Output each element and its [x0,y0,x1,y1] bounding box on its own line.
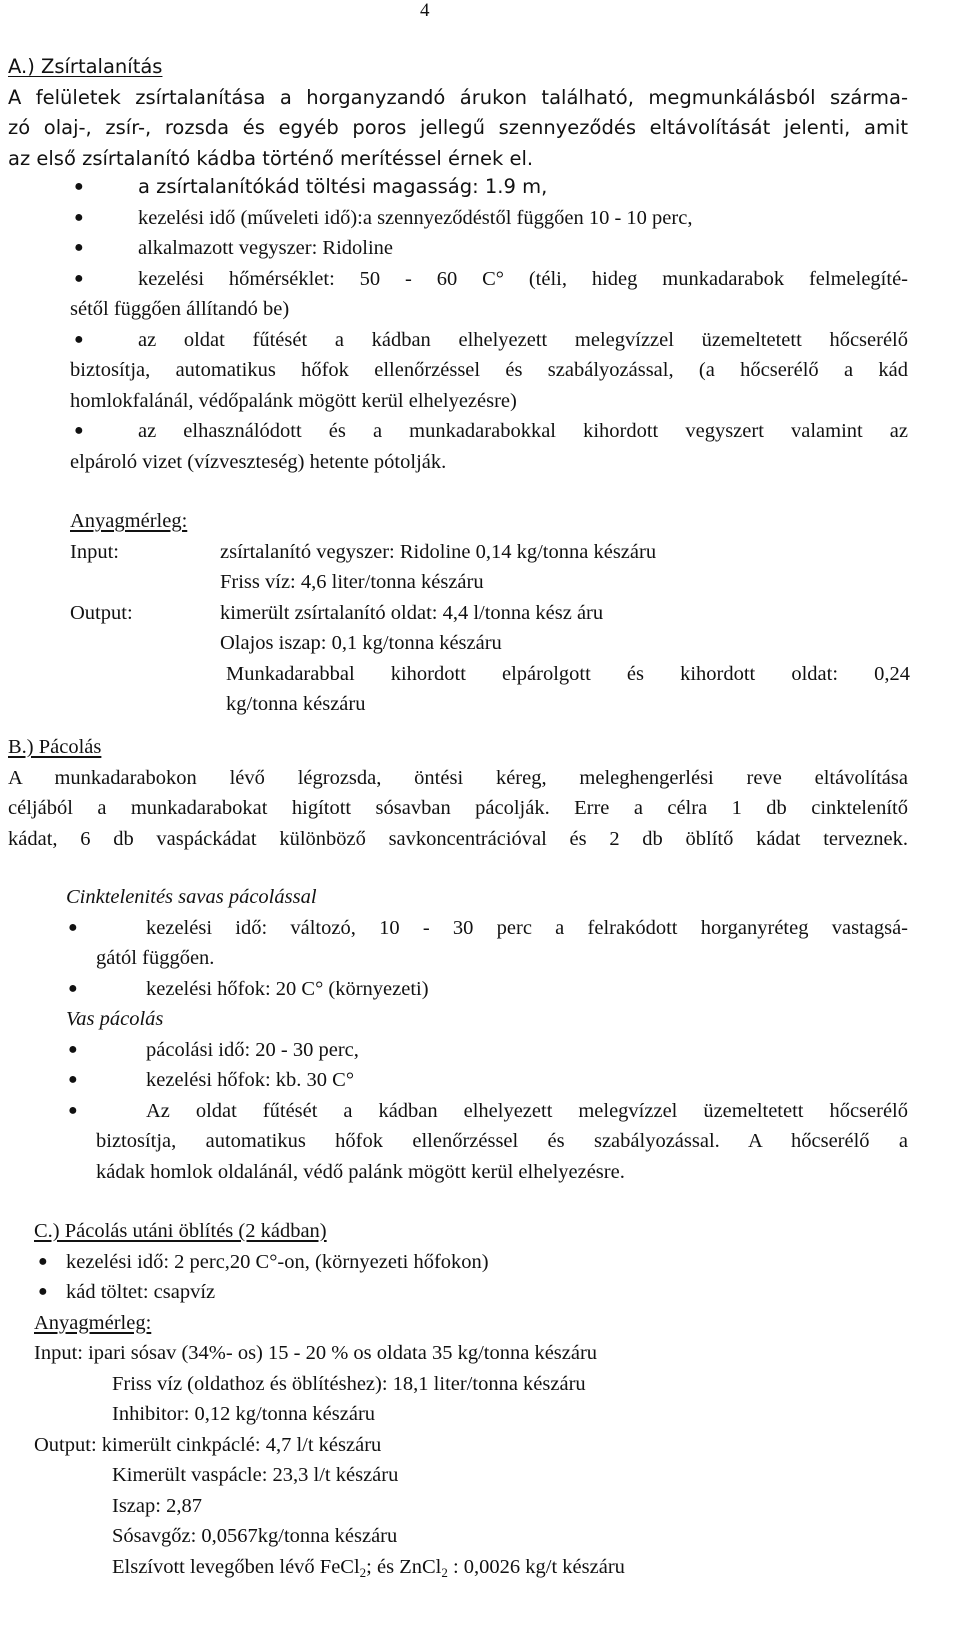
bullet-text: kezelési hőmérséklet: 50 - 60 C° (téli, hideg munkadarabok felmelegíté- [138,267,908,290]
balance-item: kimerült zsírtalanító oldat: 4,4 l/tonna kész áru [220,601,604,624]
balance-item: Inhibitor: 0,12 kg/tonna készáru [112,1403,376,1425]
bullet-item [8,974,908,1005]
balance-item: Munkadarabbal kihordott elpárolgott és kihordott oldat: 0,24 [226,662,910,685]
subsection-title: Vas pácolás [66,1008,164,1030]
section-a-title: A.) Zsírtalanítás [8,55,163,78]
formula-text: Elszívott levegőben lévő FeCl [112,1555,360,1578]
bullet-text: az oldat fűtését a kádban elhelyezett melegvízzel üzemeltetett hőcserélő [138,328,908,351]
bullet-text: alkalmazott vegyszer: Ridoline [138,237,394,259]
page-number: 4 [420,0,430,21]
balance-a-heading: Anyagmérleg: [70,510,188,532]
bullet-item [8,913,908,974]
bullet-text: sétől függően állítandó be) [70,298,290,320]
section-a-intro-line: az első zsírtalanító kádba történő merítéssel érnek el. [8,146,534,170]
bullet-item [8,325,908,417]
section-a-bullets [8,172,908,477]
balance-item-formula [8,1552,908,1583]
balance-output-line: Output: kimerült cinkpáclé: 4,7 l/t készáru [34,1433,382,1456]
bullet-item [8,1065,908,1096]
balance-item: kg/tonna készáru [226,693,366,715]
bullet-item [8,264,908,325]
bullet-item [8,1096,908,1188]
bullet-text: pácolási idő: 20 - 30 perc, [146,1038,359,1061]
bullet-text: kezelési hőfok: kb. 30 C° [146,1069,355,1091]
bullet-text: gától függően. [96,947,215,969]
bullet-text: kád töltet: csapvíz [66,1281,216,1303]
section-b-title: B.) Pácolás [8,736,102,758]
bullet-item [8,1247,908,1278]
bullet-icon: ● [68,979,78,997]
section-c-title: C.) Pácolás utáni öblítés (2 kádban) [34,1220,327,1242]
bullet-icon: ● [38,1283,48,1300]
formula-text: ; és ZnCl [366,1555,442,1578]
bullet-text: kezelési idő: változó, 10 - 30 perc a felrakódott horganyréteg vastagsá- [146,916,908,939]
input-label: Input: [70,540,119,563]
bullet-icon: ● [74,422,84,439]
bullet-text: biztosítja, automatikus hőfok ellenőrzéssel és szabályozással. A hőcserélő a [96,1130,908,1152]
bullet-text: a zsírtalanítókád töltési magasság: 1.9 m, [138,175,548,198]
subscript: 2 [441,1564,448,1580]
bullet-text: elpároló vizet (vízveszteség) hetente pótolják. [70,450,447,473]
bullet-text: kezelési idő: 2 perc,20 C°-on, (környezeti hőfokon) [66,1250,489,1273]
section-b-subsections [8,882,908,1187]
bullet-icon: ● [74,208,84,226]
bullet-icon: ● [68,1040,78,1058]
bullet-text: kezelési hőfok: 20 C° (környezeti) [146,977,429,1000]
bullet-text: kezelési idő (műveleti idő):a szennyeződéstől függően 10 - 10 perc, [138,206,693,229]
bullet-icon: ● [68,918,78,936]
bullet-item [8,203,908,234]
section-a-intro-line: zó olaj-, zsír-, rozsda és egyéb poros jellegű szennyeződés eltávolítását jelenti, amit [8,116,908,139]
bullet-icon: ● [74,330,84,348]
balance-item: Friss víz: 4,6 liter/tonna készáru [220,571,484,593]
section-b-paragraph-line: A munkadarabokon lévő légrozsda, öntési kéreg, meleghengerlési reve eltávolítása [8,766,908,789]
balance-item: zsírtalanító vegyszer: Ridoline 0,14 kg/tonna készáru [220,540,657,563]
balance-item: Kimerült vaspácle: 23,3 l/t készáru [112,1464,399,1486]
bullet-item [8,416,908,477]
subsection-title: Cinktelenités savas pácolással [66,886,317,908]
bullet-item [8,1277,908,1308]
section-b-paragraph-line: céljából a munkadarabokat higított sósavban pácolják. Erre a célra 1 db cinktelenítő [8,797,908,819]
bullet-text: kádak homlok oldalánál, védő palánk mögött kerül elhelyezésre. [96,1160,625,1183]
bullet-item [8,233,908,264]
bullet-text: biztosítja, automatikus hőfok ellenőrzéssel és szabályozással, (a hőcserélő a kád [70,359,908,381]
bullet-icon: ● [38,1252,48,1270]
formula-text: : 0,0026 kg/t készáru [447,1555,625,1578]
bullet-icon: ● [74,269,84,287]
balance-item: Iszap: 2,87 [112,1494,202,1517]
section-c [8,1216,908,1582]
balance-a [70,506,910,720]
section-a-intro-line: A felületek zsírtalanítása a horganyzandó árukon található, megmunkálásból szárma- [8,85,908,109]
bullet-item [8,172,908,203]
balance-input-line: Input: ipari sósav (34%- os) 15 - 20 % os oldata 35 kg/tonna készáru [34,1342,598,1364]
bullet-item [8,1035,908,1066]
section-a [8,52,908,174]
section-b-paragraph-line: kádat, 6 db vaspáckádat különböző savkoncentrációval és 2 db öblítő kádat terveznek. [8,827,908,850]
bullet-icon: ● [74,239,84,256]
bullet-text: homlokfalánál, védőpalánk mögött kerül elhelyezésre) [70,389,517,412]
section-b [8,732,908,854]
bullet-icon: ● [68,1071,78,1088]
subscript: 2 [359,1564,367,1580]
bullet-text: az elhasználódott és a munkadarabokkal kihordott vegyszert valamint az [138,420,908,442]
balance-item: Sósavgőz: 0,0567kg/tonna készáru [112,1525,398,1547]
bullet-icon: ● [74,178,84,195]
output-label: Output: [70,601,133,624]
bullet-text: Az oldat fűtését a kádban elhelyezett melegvízzel üzemeltetett hőcserélő [146,1099,908,1122]
balance-item: Friss víz (oldathoz és öblítéshez): 18,1 liter/tonna készáru [112,1372,586,1395]
balance-c-heading: Anyagmérleg: [34,1311,152,1334]
balance-item: Olajos iszap: 0,1 kg/tonna készáru [220,632,502,654]
bullet-icon: ● [68,1101,78,1119]
